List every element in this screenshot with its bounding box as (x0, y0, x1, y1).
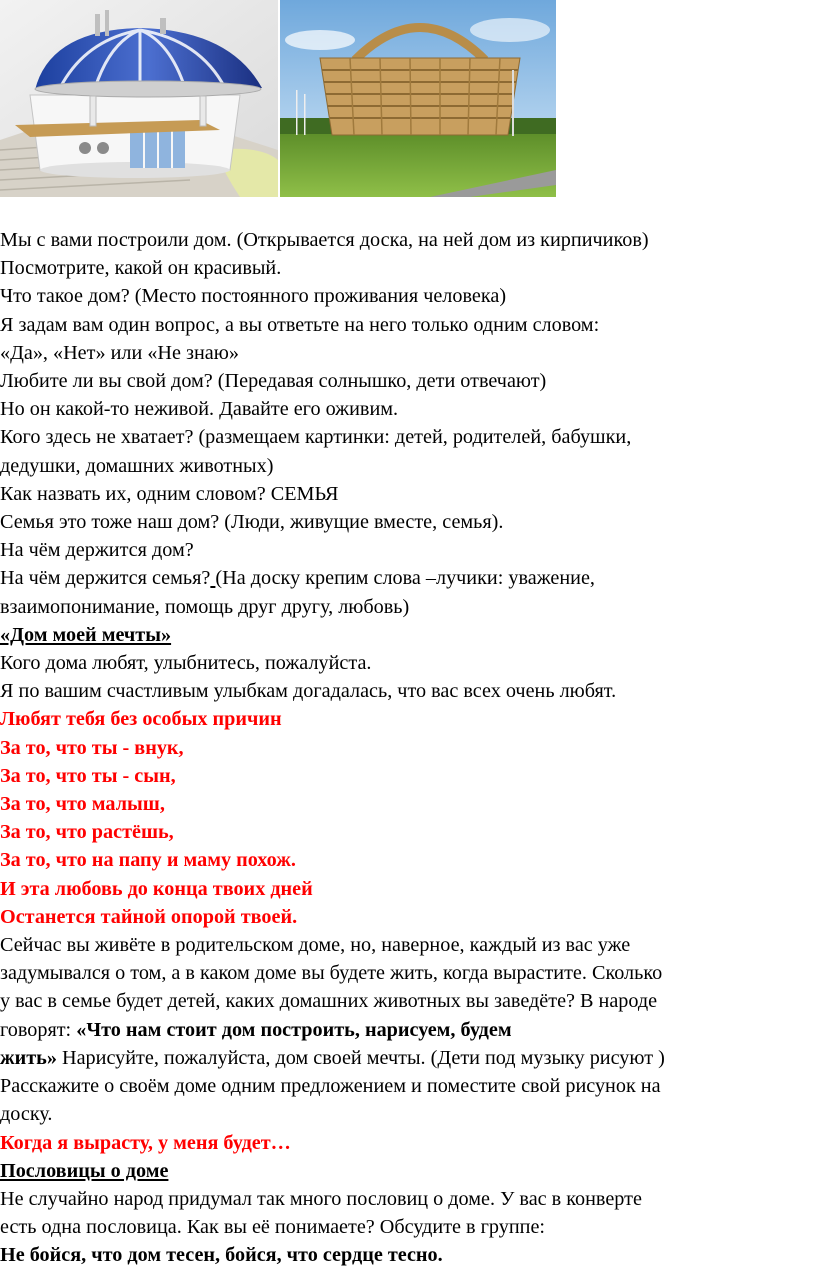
saying-line-2 (0, 1044, 816, 1072)
text-line: Сейчас вы живёте в родительском доме, но, наверное, каждый из вас уже (0, 934, 631, 957)
text-line: доску. (0, 1103, 53, 1126)
text-line: Я задам вам один вопрос, а вы ответьте на него только одним словом: (0, 313, 600, 336)
text-line: Любите ли вы свой дом? (Передавая солнышко, дети отвечают) (0, 370, 547, 393)
text-line: Мы с вами построили дом. (Открывается доска, на ней дом из кирпичиков) (0, 229, 649, 251)
basket-shaped-building-image (280, 0, 556, 197)
saying-line (0, 1016, 816, 1044)
text-line: задумывался о том, а в каком доме вы будете жить, когда вырастите. Сколько (0, 962, 663, 985)
poem-line: И эта любовь до конца твоих дней (0, 877, 313, 900)
text-line: Как назвать их, одним словом? СЕМЬЯ (0, 482, 339, 505)
text-line: Семья это тоже наш дом? (Люди, живущие вместе, семья). (0, 511, 504, 534)
family-question-text: На чём держится семья? (0, 567, 211, 590)
poem-line: За то, что растёшь, (0, 821, 174, 844)
text-line: есть одна пословица. Как вы её понимаете? Обсудите в группе: (0, 1216, 546, 1239)
text-line: Не случайно народ придумал так много пословиц о доме. У вас в конверте (0, 1187, 642, 1210)
heading-proverbs: Пословицы о доме (0, 1159, 169, 1182)
text-line: «Да», «Нет» или «Не знаю» (0, 341, 239, 364)
poem-line: За то, что малыш, (0, 793, 165, 816)
document-body (0, 226, 816, 1270)
family-question-rest: (На доску крепим слова –лучики: уважение, (215, 567, 595, 590)
saying-rest: Нарисуйте, пожалуйста, дом своей мечты. (Дети под музыку рисуют ) (56, 1046, 665, 1069)
poem-line: За то, что на папу и маму похож. (0, 849, 296, 872)
saying-lead: говорят: (0, 1018, 77, 1041)
saying-bold: «Что нам стоит дом построить, нарисуем, будем (76, 1018, 512, 1041)
futuristic-dome-house-image (0, 0, 278, 197)
poem-line: За то, что ты - внук, (0, 736, 184, 759)
text-line: Кого дома любят, улыбнитесь, пожалуйста. (0, 652, 372, 675)
family-question-line (0, 564, 816, 592)
red-prompt-line: Когда я вырасту, у меня будет… (0, 1131, 291, 1154)
text-line: Что такое дом? (Место постоянного проживания человека) (0, 285, 507, 308)
proverb-line: Не бойся, что дом тесен, бойся, что сердце тесно. (0, 1244, 443, 1267)
text-line: взаимопонимание, помощь друг другу, любовь) (0, 595, 410, 618)
text-line: На чём держится дом? (0, 539, 194, 562)
text-line: Посмотрите, какой он красивый. (0, 257, 282, 280)
poem-line: Любят тебя без особых причин (0, 708, 282, 731)
header-images (0, 0, 556, 197)
text-line: Расскажите о своём доме одним предложением и поместите свой рисунок на (0, 1075, 661, 1098)
poem-line: Останется тайной опорой твоей. (0, 905, 298, 928)
text-line: Но он какой-то неживой. Давайте его оживим. (0, 398, 399, 421)
heading-dream-house: «Дом моей мечты» (0, 623, 172, 646)
text-line: Я по вашим счастливым улыбкам догадалась, что вас всех очень любят. (0, 680, 617, 703)
poem-line: За то, что ты - сын, (0, 764, 176, 787)
saying-bold-end: жить» (0, 1046, 57, 1069)
text-line: дедушки, домашних животных) (0, 454, 274, 477)
text-line: у вас в семье будет детей, каких домашних животных вы заведёте? В народе (0, 990, 658, 1013)
text-line: Кого здесь не хватает? (размещаем картинки: детей, родителей, бабушки, (0, 426, 632, 449)
